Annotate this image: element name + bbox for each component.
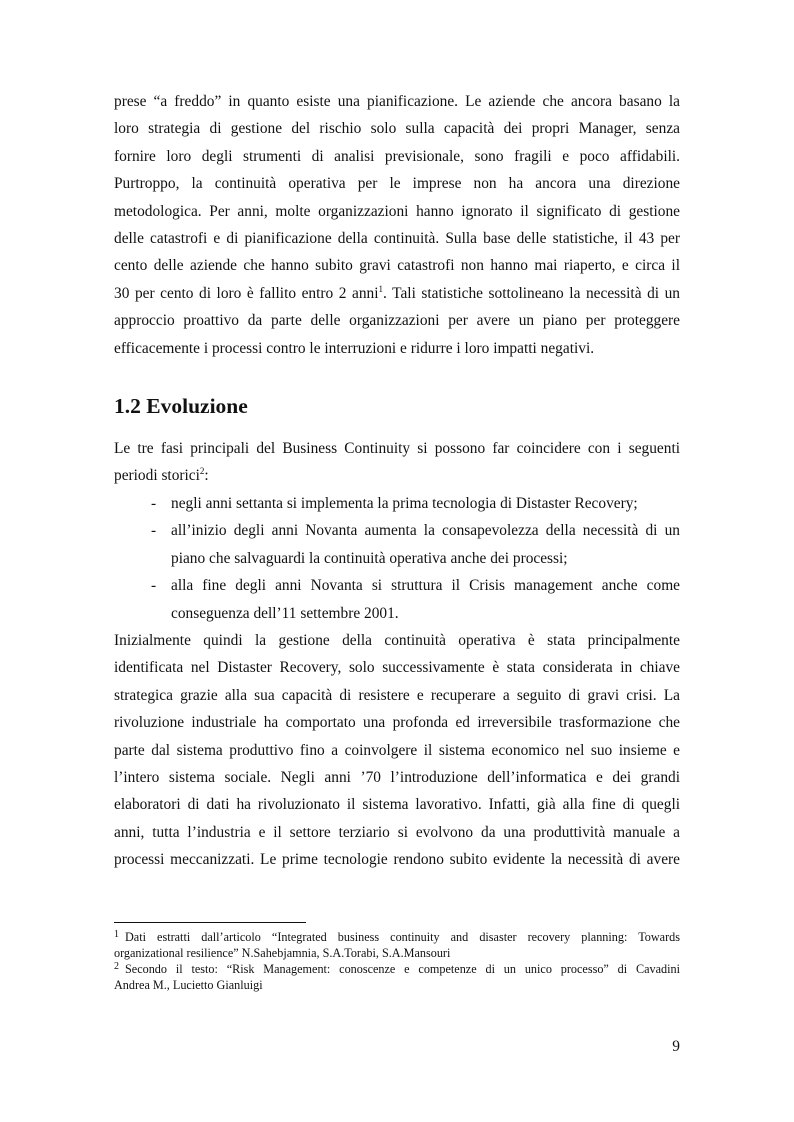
text-line: processi meccanizzati. Le prime tecnologie rendono subito evidente la necessità di avere <box>114 851 680 869</box>
text-line: parte dal sistema produttivo fino a coinvolgere il sistema economico nel suo insieme e <box>114 741 680 759</box>
bullet-list <box>114 490 680 627</box>
text-line: identificata nel Distaster Recovery, solo successivamente è stata considerata in chiave <box>114 659 680 677</box>
text-segment: : <box>204 467 209 485</box>
footnote-ref-1[interactable]: 1 <box>378 283 384 294</box>
text-line: strategica grazie alla sua capacità di resistere e recuperare a seguito di gravi crisi. La <box>114 686 680 704</box>
text-segment: . Tali statistiche sottolineano la necessità di un <box>383 284 680 302</box>
text-line: all’inizio degli anni Novanta aumenta la consapevolezza della necessità di un <box>171 522 680 540</box>
text-segment: periodi storici <box>114 467 200 485</box>
text-line: fornire loro degli strumenti di analisi previsionale, sono fragili e poco affidabili. <box>114 147 680 165</box>
text-line: anni, tutta l’industria e il settore terziario si evolvono da una produttività manuale a <box>114 823 680 841</box>
section-heading: 1.2 Evoluzione <box>114 394 248 419</box>
text-line: approccio proattivo da parte delle organizzazioni per avere un piano per proteggere <box>114 312 680 330</box>
page-body <box>114 88 680 874</box>
text-line: loro strategia di gestione del rischio solo sulla capacità dei propri Manager, senza <box>114 120 680 138</box>
text-segment: 30 per cento di loro è fallito entro 2 anni <box>114 284 379 302</box>
footnote-line: Andrea M., Lucietto Gianluigi <box>114 978 263 992</box>
bullet-dash: - <box>151 522 157 540</box>
footnote-line: organizational resilience” N.Sahebjamnia, S.A.Torabi, S.A.Mansouri <box>114 946 451 960</box>
bullet-dash: - <box>151 577 157 595</box>
text-line: Inizialmente quindi la gestione della continuità operativa è stata principalmente <box>114 631 680 649</box>
footnotes <box>114 929 680 993</box>
text-line: negli anni settanta si implementa la prima tecnologia di Distaster Recovery; <box>171 494 638 512</box>
footnote-ref-2[interactable]: 2 <box>199 466 205 477</box>
bullet-dash: - <box>151 494 157 512</box>
list-item <box>114 490 680 517</box>
text-line: Le tre fasi principali del Business Continuity si possono far coincidere con i seguenti <box>114 440 680 458</box>
text-line-with-footnote <box>114 462 680 489</box>
paragraph-1 <box>114 88 680 362</box>
text-line: l’intero sistema sociale. Negli anni ’70 l’introduzione dell’informatica e dei grandi <box>114 768 680 786</box>
footnote-separator <box>114 922 306 923</box>
text-line: prese “a freddo” in quanto esiste una pianificazione. Le aziende che ancora basano la <box>114 93 680 110</box>
text-line: cento delle aziende che hanno subito gravi catastrofi non hanno mai riaperto, e circa il <box>114 257 680 275</box>
footnote-2 <box>114 961 680 993</box>
page-number: 9 <box>672 1038 680 1055</box>
text-line: piano che salvaguardi la continuità operativa anche dei processi; <box>171 549 568 567</box>
text-line: elaboratori di dati ha rivoluzionato il sistema lavorativo. Infatti, già alla fine di quegli <box>114 796 680 814</box>
text-line: rivoluzione industriale ha comportato una profonda ed irreversibile trasformazione che <box>114 714 680 732</box>
text-line: metodologica. Per anni, molte organizzazioni hanno ignorato il significato di gestione <box>114 202 680 220</box>
text-line: efficacemente i processi contro le interruzioni e ridurre i loro impatti negativi. <box>114 339 595 357</box>
text-line: Purtroppo, la continuità operativa per le imprese non ha ancora una direzione <box>114 175 680 193</box>
footnote-1 <box>114 929 680 961</box>
footnote-text: Secondo il testo: “Risk Management: conoscenze e competenze di un unico processo” di Cavadini <box>125 962 680 976</box>
footnote-line <box>114 961 680 977</box>
paragraph-3 <box>114 627 680 874</box>
text-line-with-footnote <box>114 280 680 307</box>
text-line: conseguenza dell’11 settembre 2001. <box>171 604 399 622</box>
footnote-line <box>114 929 680 945</box>
list-item <box>114 572 680 627</box>
text-line: alla fine degli anni Novanta si struttura il Crisis management anche come <box>171 577 680 595</box>
list-item <box>114 517 680 572</box>
text-line: delle catastrofi e di pianificazione della continuità. Sulla base delle statistiche, il 43 per <box>114 230 680 248</box>
footnote-mark: 1 <box>114 929 119 940</box>
footnote-mark: 2 <box>114 961 119 972</box>
paragraph-2 <box>114 435 680 490</box>
footnote-text: Dati estratti dall’articolo “Integrated business continuity and disaster recovery planning: Towards <box>125 930 680 944</box>
